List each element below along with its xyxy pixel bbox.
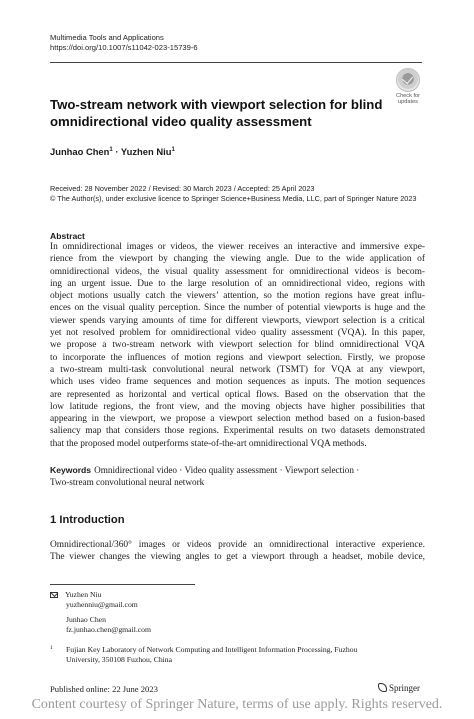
- section-heading-introduction: 1 Introduction: [50, 514, 125, 526]
- check-for-updates-badge[interactable]: [392, 68, 424, 108]
- abstract-line: we propose a two-stream network with viewport selection for blind omnidirectional VQA: [50, 340, 425, 351]
- intro-line: Omnidirectional/360° images or videos provide an omnidirectional interactive experience.: [50, 540, 425, 550]
- journal-header: [50, 33, 198, 53]
- affiliation: [50, 645, 357, 665]
- paper-title: [50, 96, 385, 130]
- history-dates: Received: 28 November 2022 / Revised: 30 March 2023 / Accepted: 25 April 2023: [50, 184, 315, 193]
- keywords: [50, 464, 425, 489]
- intro-line: The viewer changes the viewing angles to get a viewport through a headset, mobile device,: [50, 552, 425, 563]
- second-author-contact: [50, 615, 151, 635]
- abstract-line: are represented as horizontal and vertical optical flows. Based on the observation that the: [50, 389, 425, 400]
- affiliation-marker: 1: [109, 146, 113, 153]
- abstract-line: yet not resolved problem for omnidirectional video quality assessment (VQA). In this paper,: [50, 328, 425, 339]
- abstract-line: which uses video frame sequences and motion sequences as inputs. The motion sequences: [50, 377, 425, 388]
- keywords-line: Omnidirectional video · Video quality assessment · Viewport selection ·: [94, 465, 360, 475]
- abstract-line: omnidirectional videos, the visual quality assessment for omnidirectional videos is becom-: [50, 266, 425, 277]
- footnote-divider: [50, 584, 195, 585]
- envelope-icon: [50, 592, 58, 598]
- title-line: omnidirectional video quality assessment: [50, 114, 312, 129]
- abstract-line: low latitude regions, the front view, and the moving objects have higher possibilities that: [50, 401, 425, 412]
- header-divider: [50, 62, 422, 63]
- abstract-line: ing an urgent issue. Due to the large resolution of an omnidirectional video, regions with: [50, 278, 425, 289]
- journal-name: Multimedia Tools and Applications: [50, 33, 164, 42]
- title-line: Two-stream network with viewport selection for blind: [50, 97, 383, 112]
- doi-link[interactable]: https://doi.org/10.1007/s11042-023-15739-6: [50, 43, 198, 52]
- affiliation-number: 1: [50, 645, 53, 651]
- abstract-line: ences on the visual quality perception. Since the number of potential viewports is huge and the: [50, 303, 425, 314]
- abstract-line: object motions usually catch the viewers’ attention, so the motion regions have great influ-: [50, 291, 425, 302]
- badge-line2: updates: [398, 99, 418, 106]
- publisher-name: Springer: [389, 683, 420, 693]
- author-list: [50, 146, 175, 157]
- published-date: Published online: 22 June 2023: [50, 684, 158, 694]
- contact-email[interactable]: fz.junhao.chen@gmail.com: [66, 625, 151, 634]
- author-name[interactable]: Junhao Chen: [50, 146, 110, 157]
- badge-line1: Check for: [396, 93, 420, 99]
- introduction-body: [50, 539, 425, 564]
- contact-name: Junhao Chen: [66, 615, 106, 624]
- publisher-logo: [378, 683, 420, 693]
- corresponding-author: [50, 590, 138, 610]
- author-name[interactable]: Yuzhen Niu: [120, 146, 172, 157]
- courtesy-watermark: Content courtesy of Springer Nature, terms of use apply. Rights reserved.: [31, 697, 443, 712]
- article-history: [50, 184, 416, 204]
- badge-text: [392, 93, 424, 105]
- affiliation-marker: 1: [171, 146, 175, 153]
- abstract-line: appearing in the viewport, we propose a viewport selection method based on a fusion-based: [50, 414, 425, 425]
- abstract-line: to incorporate the influences of motion regions and viewport selection. Firstly, we propose: [50, 352, 425, 363]
- affiliation-line: Fujian Key Laboratory of Network Computing and Intelligent Information Processing, Fuzhou: [66, 645, 358, 654]
- abstract-line: that the proposed model outperforms state-of-the-art omnidirectional VQA methods.: [50, 438, 367, 449]
- contact-name: Yuzhen Niu: [65, 590, 102, 599]
- keywords-line: Two-stream convolutional neural network: [50, 477, 205, 488]
- author-separator: ·: [112, 146, 121, 157]
- springer-horse-icon: [378, 683, 387, 692]
- abstract-line: In omnidirectional images or videos, the viewer receives an interactive and immersive expe-: [50, 242, 425, 252]
- abstract-line: rience from the viewport by changing the viewing angle. Due to the wide application of: [50, 254, 425, 265]
- abstract-line: a two-stream multi-task convolutional neural network (TSMT) for VQA at any viewport,: [50, 364, 425, 375]
- keywords-label: Keywords: [50, 465, 92, 475]
- abstract-line: viewer spends varying amounts of time for different viewports, viewport selection is a critical: [50, 315, 425, 326]
- copyright-line: © The Author(s), under exclusive licence to Springer Science+Business Media, LLC, part of Springer Nature 2023: [50, 194, 417, 203]
- contact-email[interactable]: yuzhenniu@gmail.com: [66, 600, 138, 609]
- abstract-line: saliency map that considers those regions. Experimental results on two datasets demonstrated: [50, 426, 425, 437]
- abstract-body: [50, 241, 425, 450]
- abstract-heading: Abstract: [50, 231, 85, 241]
- affiliation-line: University, 350108 Fuzhou, China: [66, 655, 173, 664]
- check-updates-icon: [396, 68, 420, 92]
